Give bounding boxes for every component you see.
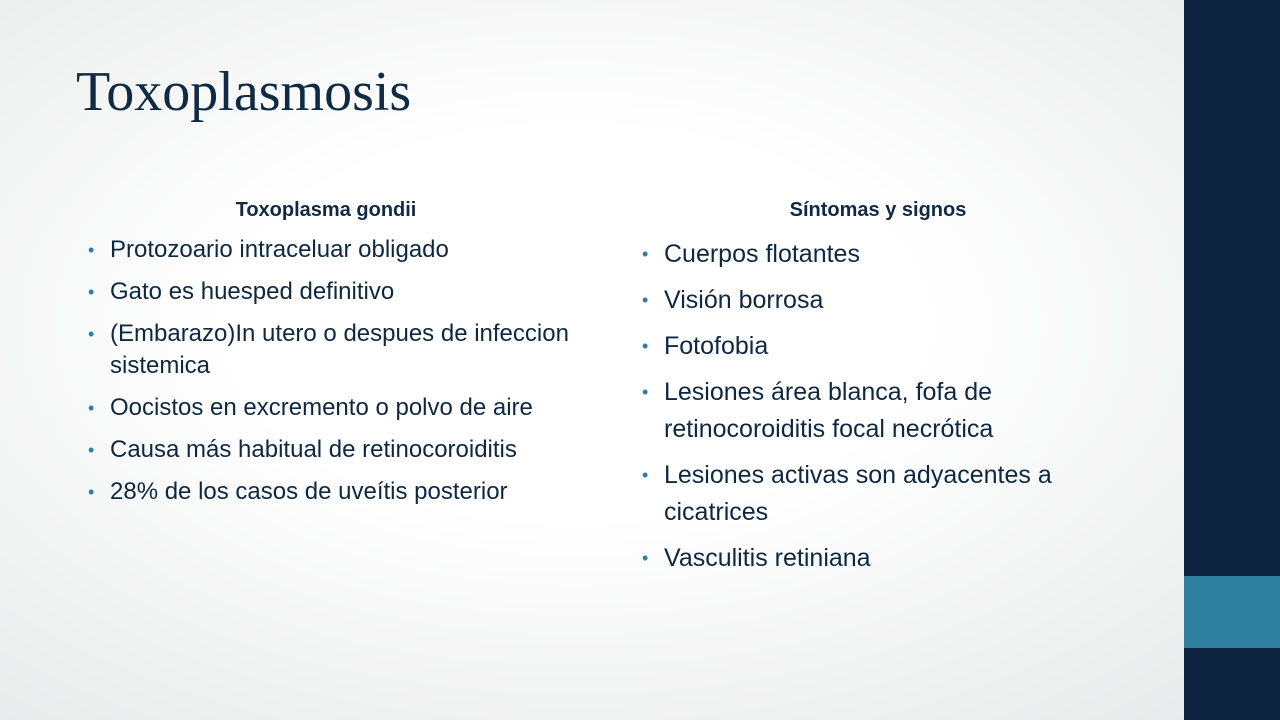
- list-item: [82, 434, 572, 466]
- list-item-text: 28% de los casos de uveítis posterior: [110, 478, 508, 505]
- bullet-icon: •: [642, 290, 649, 310]
- list-item-text: Protozoario intraceluar obligado: [110, 236, 449, 263]
- list-item: [82, 234, 572, 266]
- list-item: [636, 457, 1136, 531]
- list-item: [82, 392, 572, 424]
- list-item-text: Oocistos en excremento o polvo de aire: [110, 394, 533, 421]
- list-item-text: Lesiones área blanca, fofa de retinocoroiditis focal necrótica: [664, 378, 994, 443]
- bullet-icon: •: [642, 548, 649, 568]
- left-bullet-list: [82, 234, 572, 518]
- list-item: [636, 236, 1136, 273]
- list-item: [82, 276, 572, 308]
- decorative-side-accent: [1184, 576, 1280, 648]
- list-item-text: Cuerpos flotantes: [664, 240, 860, 268]
- bullet-icon: •: [88, 440, 95, 460]
- list-item: [636, 282, 1136, 319]
- list-item: [636, 540, 1136, 577]
- left-column-heading: Toxoplasma gondii: [235, 199, 417, 221]
- bullet-icon: •: [642, 336, 649, 356]
- right-bullet-list: [636, 236, 1136, 586]
- list-item: [82, 318, 572, 382]
- bullet-icon: •: [88, 482, 95, 502]
- bullet-icon: •: [88, 240, 95, 260]
- slide-title: Toxoplasmosis: [76, 61, 412, 123]
- list-item: [636, 374, 1136, 448]
- list-item-text: Gato es huesped definitivo: [110, 278, 395, 305]
- right-column-heading: Síntomas y signos: [789, 199, 967, 221]
- list-item-text: (Embarazo)In utero o despues de infeccion sistemica: [110, 320, 569, 379]
- bullet-icon: •: [642, 465, 649, 485]
- list-item-text: Lesiones activas son adyacentes a cicatrices: [664, 461, 1052, 526]
- list-item-text: Visión borrosa: [664, 286, 824, 314]
- bullet-icon: •: [88, 398, 95, 418]
- bullet-icon: •: [642, 382, 649, 402]
- list-item-text: Vasculitis retiniana: [664, 544, 871, 572]
- bullet-icon: •: [642, 244, 649, 264]
- list-item-text: Fotofobia: [664, 332, 769, 360]
- list-item: [636, 328, 1136, 365]
- list-item: [82, 476, 572, 508]
- list-item-text: Causa más habitual de retinocoroiditis: [110, 436, 517, 463]
- bullet-icon: •: [88, 324, 95, 344]
- bullet-icon: •: [88, 282, 95, 302]
